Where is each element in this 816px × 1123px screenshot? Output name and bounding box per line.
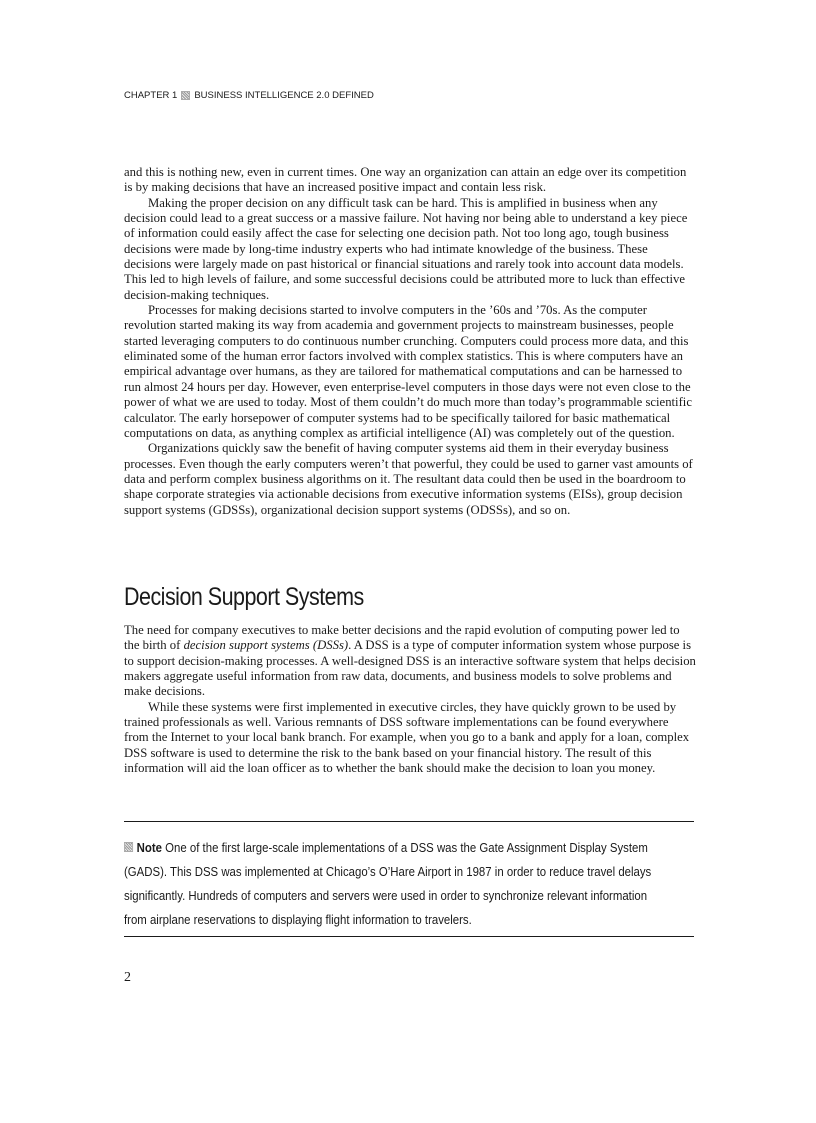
- page-number: 2: [124, 970, 131, 985]
- chapter-title: BUSINESS INTELLIGENCE 2.0 DEFINED: [194, 90, 374, 101]
- paragraph: While these systems were first implemented in executive circles, they have quickly grown to be used by trained professionals as well. Various remnants of DSS software implementations can be found everywhere from the Internet to your local bank branch. For example, when you go to a bank and apply for a loan, complex DSS software is used to determine the risk to the bank based on your financial history. The result of this information will aid the loan officer as to whether the bank should make the decision to loan you money.: [124, 699, 690, 776]
- note-bottom-rule: [124, 936, 694, 937]
- square-bullet-icon: [181, 91, 190, 100]
- note-box: [124, 836, 656, 932]
- note-label: Note: [136, 841, 163, 855]
- note-top-rule: [124, 821, 694, 822]
- paragraph-text: The need for company executives to make better decisions and the rapid evolution of computing power led to the birth of: [124, 623, 680, 653]
- paragraph: Making the proper decision on any difficult task can be hard. This is amplified in business when any decision could lead to a great success or a massive failure. Not having nor being able to understand a key piece of information could easily affect the case for selecting one decision path. Not too long ago, tough business decisions were made by long-time industry experts who had intimate knowledge of the business. These decisions were largely made on past historical or financial situations and rarely took into account data models. This led to high levels of failure, and some successful decisions could be attributed more to luck than effective decision-making techniques.: [124, 195, 688, 302]
- paragraph: Processes for making decisions started to involve computers in the ’60s and ’70s. As the computer revolution started making its way from academia and government projects to mainstream businesses, people started leveraging computers to do continuous number crunching. Computers could process more data, and this eliminated some of the human error factors involved with complex statistics. This is where computers have an empirical advantage over humans, as they are tailored for mathematical computations and can be harnessed to run almost 24 hours per day. However, even enterprise-level computers in those days were not even close to the power of what we are used to today. Most of them couldn’t do much more than today’s programmable scientific calculator. The early horsepower of computer systems had to be specifically tailored for basic mathematical computations on data, as anything complex as artificial intelligence (AI) was completely out of the question.: [124, 303, 692, 440]
- note-text: One of the first large-scale implementations of a DSS was the Gate Assignment Display System (GADS). This DSS was implemented at Chicago’s O’Hare Airport in 1987 in order to reduce travel delays significantly. Hundreds of computers and servers were used in order to synchronize relevant information from airplane reservations to displaying flight information to travelers.: [124, 841, 652, 927]
- section-body: [124, 623, 696, 776]
- body-text: [124, 165, 696, 518]
- paragraph: Organizations quickly saw the benefit of having computer systems aid them in their everyday business processes. Even though the early computers weren’t that powerful, they could be used to garner vast amounts of data and perform complex business algorithms on it. The resultant data could then be used in the boardroom to shape corporate strategies via actionable decisions from executive information systems (EISs), group decision support systems (GDSSs), organizational decision support systems (ODSSs), and so on.: [124, 441, 693, 517]
- square-bullet-icon: [124, 842, 133, 852]
- running-head: [124, 90, 374, 101]
- chapter-label: CHAPTER 1: [124, 90, 178, 101]
- defined-term: decision support systems (DSSs): [183, 638, 349, 653]
- paragraph: [124, 623, 696, 700]
- paragraph-text: . A DSS is a type of computer information system whose purpose is to support decision-making processes. A well-designed DSS is an interactive software system that helps decision makers aggregate useful information from raw data, documents, and business models to solve problems and make decisions.: [124, 638, 696, 699]
- section-heading: Decision Support Systems: [124, 583, 364, 611]
- paragraph: and this is nothing new, even in current times. One way an organization can attain an edge over its competition is by making decisions that have an increased positive impact and contain less risk.: [124, 165, 687, 195]
